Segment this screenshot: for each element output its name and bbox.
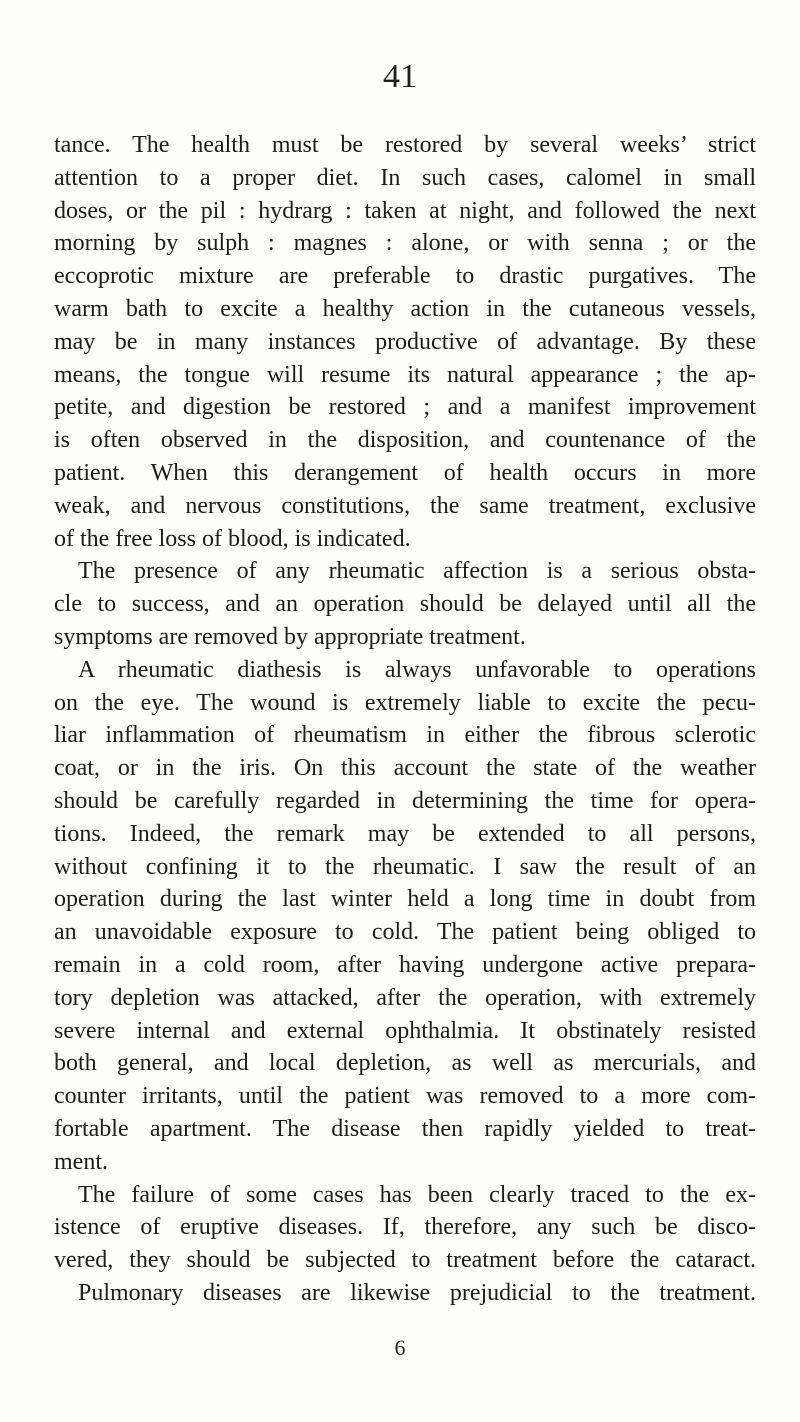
text-line: is often observed in the disposition, and countenance of the xyxy=(54,427,756,454)
text-line: severe internal and external ophthalmia. It obstinately resisted xyxy=(54,1017,756,1044)
paragraph-diet-treatment xyxy=(54,129,756,555)
text-line: remain in a cold room, after having undergone active prepara- xyxy=(54,951,756,978)
text-line: means, the tongue will resume its natural appearance ; the ap- xyxy=(54,361,756,388)
text-line: vered, they should be subjected to treatment before the cataract. xyxy=(54,1247,756,1274)
text-line: doses, or the pil : hydrarg : taken at night, and followed the next xyxy=(54,197,756,224)
signature-mark: 6 xyxy=(394,1335,406,1360)
text-line: may be in many instances productive of advantage. By these xyxy=(54,328,756,355)
text-line: both general, and local depletion, as well as mercurials, and xyxy=(54,1050,756,1077)
text-line: patient. When this derangement of health occurs in more xyxy=(54,459,756,486)
page-number: 41 xyxy=(383,58,417,95)
text-line: morning by sulph : magnes : alone, or with senna ; or the xyxy=(54,230,756,257)
text-line: of the free loss of blood, is indicated. xyxy=(54,525,411,552)
text-line: weak, and nervous constitutions, the same treatment, exclusive xyxy=(54,492,756,519)
paragraph-rheumatic-affection xyxy=(54,555,756,653)
text-line: tory depletion was attacked, after the operation, with extremely xyxy=(54,984,756,1011)
text-line: attention to a proper diet. In such cases, calomel in small xyxy=(54,164,756,191)
text-line: The presence of any rheumatic affection is a serious obsta- xyxy=(78,558,756,585)
text-line: operation during the last winter held a long time in doubt from xyxy=(54,886,756,913)
text-line: The failure of some cases has been clearly traced to the ex- xyxy=(78,1181,756,1208)
text-line: A rheumatic diathesis is always unfavorable to operations xyxy=(78,656,756,683)
text-line: should be carefully regarded in determining the time for opera- xyxy=(54,787,756,814)
paragraph-rheumatic-diathesis xyxy=(54,654,756,1179)
text-line: petite, and digestion be restored ; and a manifest improvement xyxy=(54,394,756,421)
text-line: warm bath to excite a healthy action in the cutaneous vessels, xyxy=(54,295,756,322)
text-line: fortable apartment. The disease then rapidly yielded to treat- xyxy=(54,1115,756,1142)
text-line: on the eye. The wound is extremely liable to excite the pecu- xyxy=(54,689,756,716)
text-line: istence of eruptive diseases. If, therefore, any such be disco- xyxy=(54,1214,756,1241)
text-line: ment. xyxy=(54,1148,108,1175)
text-line: symptoms are removed by appropriate treatment. xyxy=(54,623,526,650)
text-line: liar inflammation of rheumatism in either the fibrous sclerotic xyxy=(54,722,756,749)
text-line: tance. The health must be restored by several weeks’ strict xyxy=(54,132,756,158)
text-line: tions. Indeed, the remark may be extended to all persons, xyxy=(54,820,756,847)
text-line: counter irritants, until the patient was removed to a more com- xyxy=(54,1083,756,1110)
text-line: coat, or in the iris. On this account the state of the weather xyxy=(54,755,756,782)
text-line: an unavoidable exposure to cold. The patient being obliged to xyxy=(54,919,756,946)
text-line: without confining it to the rheumatic. I saw the result of an xyxy=(54,853,756,880)
text-line: Pulmonary diseases are likewise prejudicial to the treatment. xyxy=(78,1279,756,1306)
text-line: cle to success, and an operation should be delayed until all the xyxy=(54,591,756,618)
text-line: eccoprotic mixture are preferable to drastic purgatives. The xyxy=(54,263,756,290)
paragraph-eruptive-diseases xyxy=(54,1179,756,1310)
body-text xyxy=(54,129,756,1310)
